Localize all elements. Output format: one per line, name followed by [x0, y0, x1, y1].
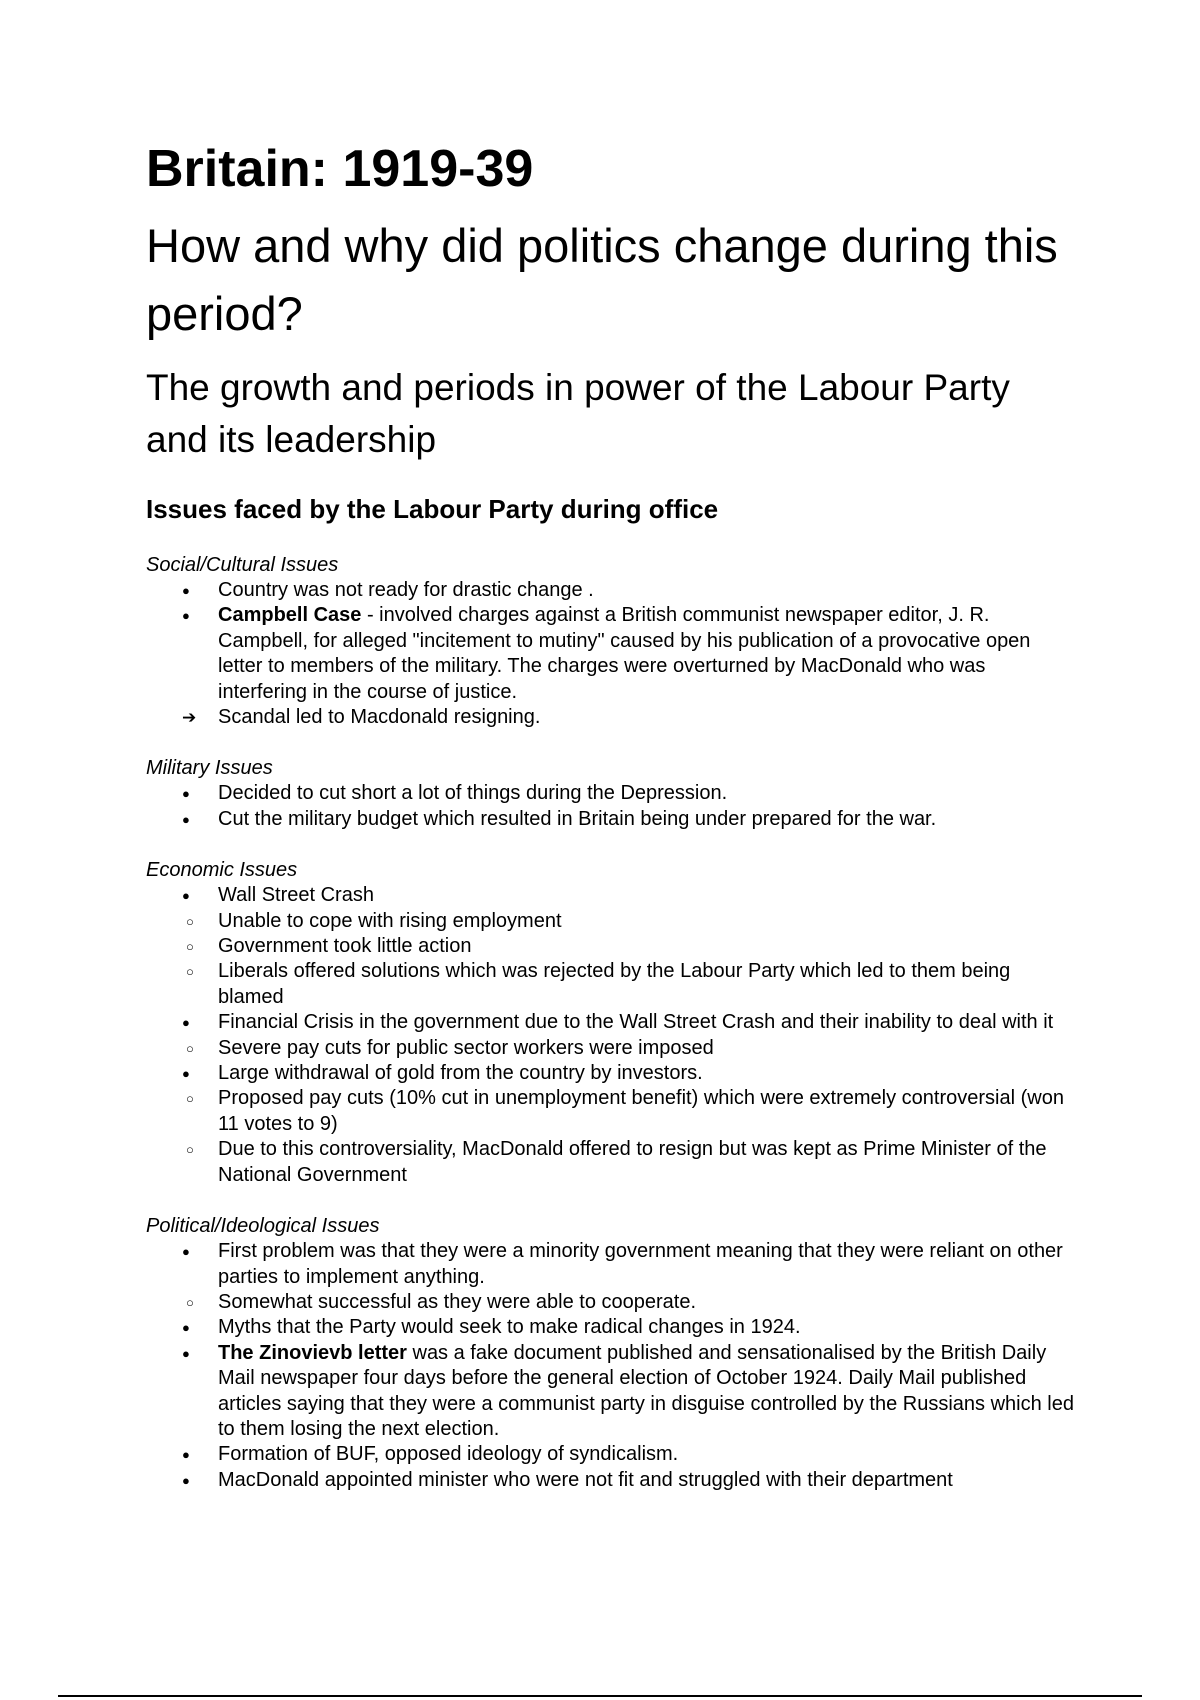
list-item: ● Decided to cut short a lot of things during the Depression. [146, 781, 1076, 806]
political-list [146, 1315, 1076, 1493]
economic-list [146, 883, 1076, 908]
document-title: Britain: 1919-39 [146, 140, 534, 198]
topic-heading: The growth and periods in power of the Labour Party and its leadership [146, 366, 1010, 460]
economic-sublist [146, 909, 1076, 1011]
list-item: ● Wall Street Crash [146, 883, 1076, 908]
social-label: Social/Cultural Issues [146, 553, 339, 576]
economic-sublist [146, 1036, 1076, 1061]
list-item: ○ Severe pay cuts for public sector workers were imposed [146, 1036, 1076, 1061]
list-item: ● First problem was that they were a minority government meaning that they were reliant on other parties to implement anything. [146, 1239, 1076, 1290]
social-sublist [146, 705, 1076, 730]
zinoviev-letter-text: was a fake document published and sensationalised by the British Daily Mail newspaper four days before the general election of October 1924. Daily Mail published articles saying that they were a communist party in disguise controlled by the Russians which led to them losing the next election. [218, 1341, 1074, 1440]
campbell-case-term: Campbell Case [218, 604, 362, 627]
document-subtitle: How and why did politics change during this period? [146, 218, 1058, 340]
zinoviev-letter-term: The Zinovievb letter [218, 1341, 407, 1364]
economic-list [146, 1061, 1076, 1086]
list-item: ● MacDonald appointed minister who were not fit and struggled with their department [146, 1468, 1076, 1493]
list-item [146, 603, 1076, 705]
economic-label: Economic Issues [146, 859, 298, 882]
list-item: ○ Government took little action [146, 934, 1076, 959]
military-section [146, 756, 1076, 832]
list-item: ● Financial Crisis in the government due to the Wall Street Crash and their inability to deal with it [146, 1010, 1076, 1035]
list-item: ○ Unable to cope with rising employment [146, 909, 1076, 934]
economic-list [146, 1010, 1076, 1035]
list-item: ○ Due to this controversiality, MacDonald offered to resign but was kept as Prime Minister of the National Government [146, 1137, 1076, 1188]
social-list [146, 578, 1076, 705]
list-item [146, 1341, 1076, 1443]
document-page [146, 140, 1076, 1493]
list-item: ○ Somewhat successful as they were able to cooperate. [146, 1290, 1076, 1315]
page-bottom-rule [58, 1695, 1142, 1697]
political-label: Political/Ideological Issues [146, 1215, 380, 1238]
military-label: Military Issues [146, 757, 273, 780]
list-item: ● Myths that the Party would seek to make radical changes in 1924. [146, 1315, 1076, 1340]
political-list [146, 1239, 1076, 1290]
economic-section [146, 858, 1076, 1188]
political-sublist [146, 1290, 1076, 1315]
list-item: ● Formation of BUF, opposed ideology of syndicalism. [146, 1442, 1076, 1467]
economic-sublist [146, 1086, 1076, 1188]
list-item: ○ Proposed pay cuts (10% cut in unemployment benefit) which were extremely controversial (won 11 votes to 9) [146, 1086, 1076, 1137]
list-item: ➔ Scandal led to Macdonald resigning. [146, 705, 1076, 730]
list-item: ○ Liberals offered solutions which was rejected by the Labour Party which led to them being blamed [146, 959, 1076, 1010]
military-list [146, 781, 1076, 832]
list-item: ● Large withdrawal of gold from the country by investors. [146, 1061, 1076, 1086]
campbell-case-text: - involved charges against a British communist newspaper editor, J. R. Campbell, for alleged "incitement to mutiny" caused by his publication of a provocative open letter to members of the military. The charges were overturned by MacDonald who was interfering in the course of justice. [218, 604, 1031, 703]
list-item: ● Cut the military budget which resulted in Britain being under prepared for the war. [146, 807, 1076, 832]
list-item: ● Country was not ready for drastic change . [146, 578, 1076, 603]
section-heading: Issues faced by the Labour Party during office [146, 493, 719, 524]
political-section [146, 1214, 1076, 1493]
social-section [146, 553, 1076, 730]
